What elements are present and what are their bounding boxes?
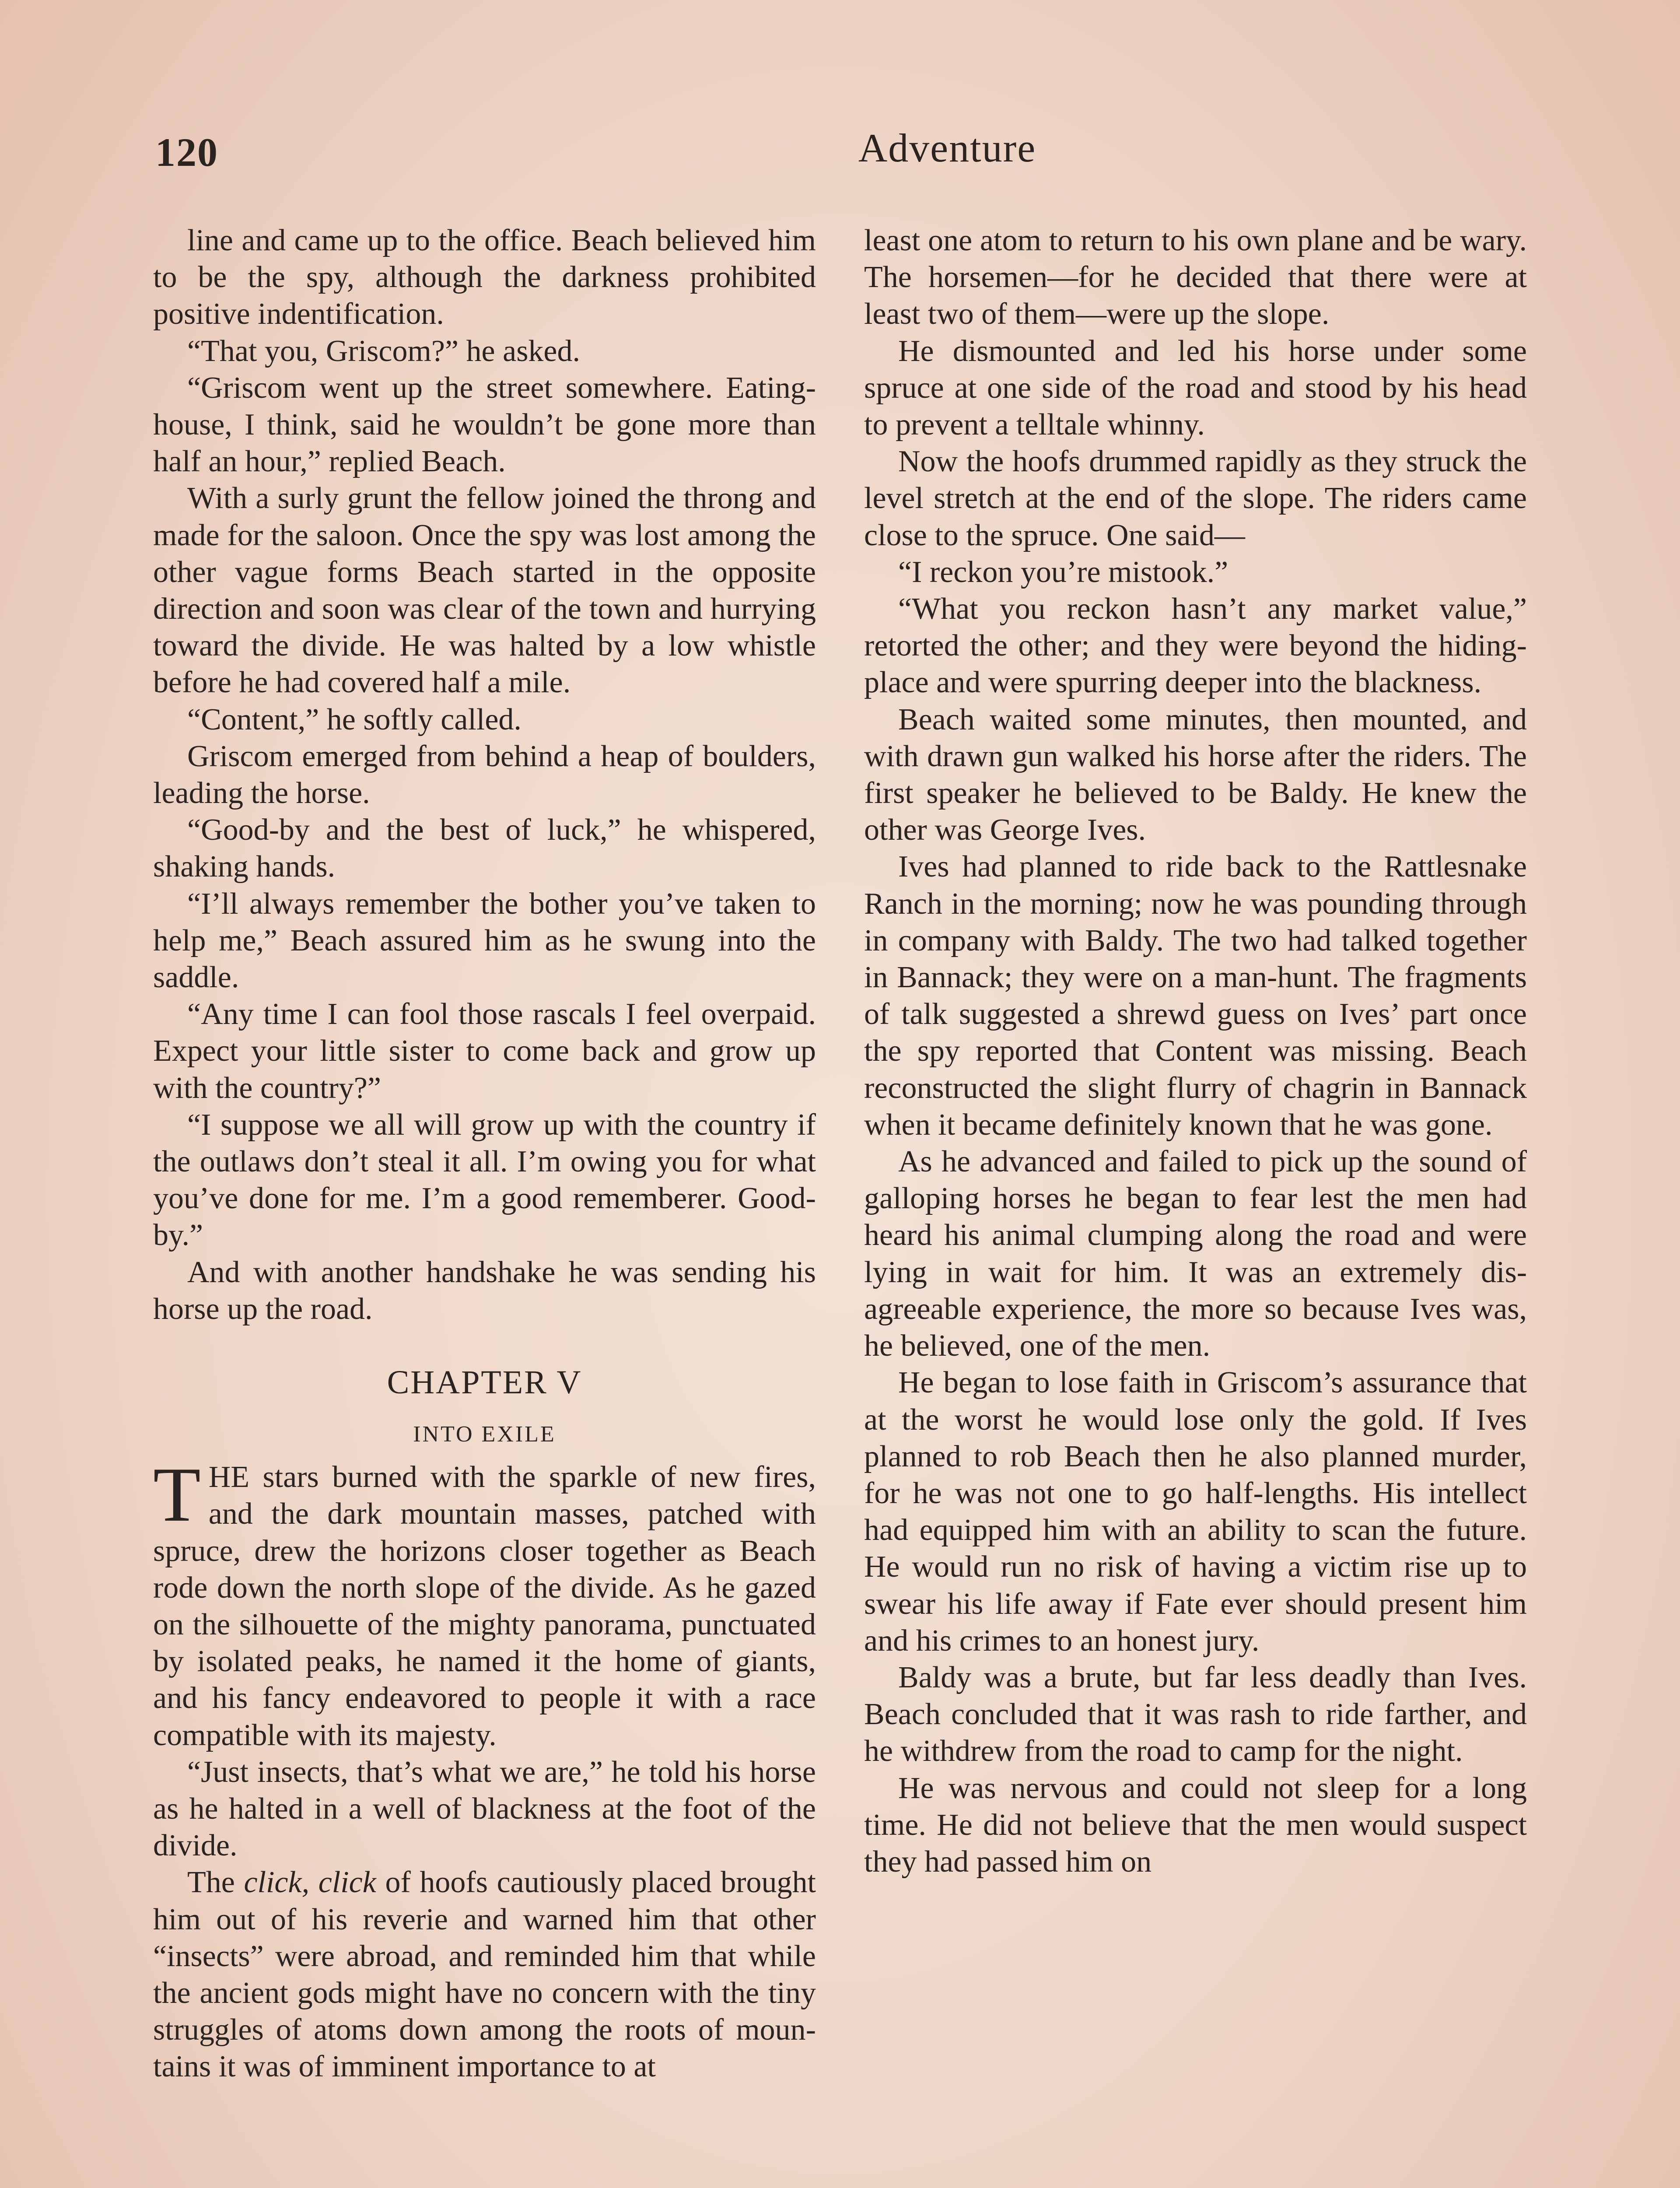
paragraph: “Any time I can fool those rascals I feel overpaid. Expect your little sister to come back and grow up with the country?” — [153, 997, 816, 1105]
paragraph: “I reckon you’re mistook.” — [898, 555, 1228, 589]
paragraph: He was nervous and could not sleep for a long time. He did not believe that the men would suspect they had passed him on — [864, 1771, 1527, 1879]
magazine-title: Adventure — [858, 126, 1036, 170]
paragraph: “That you, Griscom?” he asked. — [187, 334, 581, 368]
paragraph: With a surly grunt the fellow joined the throng and made for the saloon. Once the spy was lost among the other vague forms Beach started in the opposite direction and soon was clear of the town and hurrying toward the divide. He was halted by a low whistle before he had covered half a mile. — [153, 481, 816, 700]
paragraph: “Good-by and the best of luck,” he whispered, shaking hands. — [153, 813, 816, 884]
page-header — [155, 125, 1533, 190]
italic-phrase: click, click — [244, 1865, 376, 1900]
paragraph: Griscom emerged from behind a heap of boulders, leading the horse. — [153, 739, 816, 810]
paragraph: Beach waited some minutes, then mounted, and with drawn gun walked his horse after the riders. The first speaker he believed to be Baldy. He knew the other was George Ives. — [864, 702, 1527, 847]
paragraph: “I suppose we all will grow up with the country if the outlaws don’t steal it all. I’m owing you for what you’ve done for me. I’m a good rememberer. Good-by.” — [153, 1108, 816, 1252]
paragraph — [153, 1864, 816, 2085]
paragraph: “What you reckon hasn’t any market value,” retorted the other; and they were beyond the hiding-place and were spurring deeper into the blackness. — [864, 592, 1527, 700]
paragraph: “Content,” he softly called. — [187, 702, 522, 736]
chapter-heading: CHAPTER V — [387, 1364, 582, 1401]
paragraph-rest: of hoofs cautiously placed brought him out of his reverie and warned him that other “insects” were abroad, and reminded him that while the ancient gods might have no concern with the tiny struggles of atoms down among the roots of mountains it was of imminent importance to at — [153, 1865, 816, 2084]
paragraph: “I’ll always remember the bother you’ve taken to help me,” Beach assured him as he swung into the saddle. — [153, 887, 816, 995]
paragraph: “Griscom went up the street somewhere. Eating-house, I think, said he wouldn’t be gone more than half an hour,” replied Beach. — [153, 371, 816, 479]
paragraph: Now the hoofs drummed rapidly as they struck the level stretch at the end of the slope. The riders came close to the spruce. One said— — [864, 445, 1527, 552]
drop-cap: T — [153, 1451, 201, 1538]
chapter-opening-paragraph — [153, 1451, 816, 1754]
paragraph: He dismounted and led his horse under some spruce at one side of the road and stood by his head to prevent a telltale whinny. — [864, 334, 1527, 442]
page-number: 120 — [155, 130, 218, 175]
paragraph: Ives had planned to ride back to the Rattlesnake Ranch in the morning; now he was pounding through in company with Baldy. The two had talked together in Bannack; they were on a man-hunt. The fragments of talk suggested a shrewd guess on Ives’ part once the spy reported that Content was missing. Beach reconstructed the slight flurry of chagrin in Bannack when it became definitely known that he was gone. — [864, 850, 1527, 1142]
paragraph: And with another handshake he was sending his horse up the road. — [153, 1255, 816, 1326]
left-column — [153, 222, 816, 2086]
right-column — [864, 222, 1527, 1880]
paragraph-lead: The — [187, 1865, 244, 1900]
chapter-subtitle: INTO EXILE — [413, 1422, 556, 1447]
paragraph: Baldy was a brute, but far less deadly than Ives. Beach concluded that it was rash to ride farther, and he withdrew from the road to camp for the night. — [864, 1660, 1527, 1768]
opening-paragraph-text: HE stars burned with the sparkle of new fires, and the dark mountain masses, patched with spruce, drew the horizons closer together as Beach rode down the north slope of the divide. As he gazed on the silhouette of the mighty panorama, punctuated by isolated peaks, he named it the home of giants, and his fancy endeavored to people it with a race compatible with its majesty. — [153, 1460, 816, 1752]
paragraph: line and came up to the office. Beach believed him to be the spy, although the darkness prohibited positive indentification. — [153, 224, 816, 331]
paragraph: As he advanced and failed to pick up the sound of galloping horses he began to fear lest the men had heard his animal clumping along the road and were lying in wait for him. It was an extremely disagreeable experience, the more so because Ives was, he believed, one of the men. — [864, 1145, 1527, 1363]
continued-paragraph: least one atom to return to his own plane and be wary. The horsemen—for he decided that there were at least two of them—were up the slope. — [864, 224, 1527, 331]
paragraph: He began to lose faith in Griscom’s assurance that at the worst he would lose only the gold. If Ives planned to rob Beach then he also planned murder, for he was not one to go half-lengths. His intellect had equipped him with an ability to scan the future. He would run no risk of having a victim rise up to swear his life away if Fate ever should present him and his crimes to an honest jury. — [864, 1366, 1527, 1658]
paragraph: “Just insects, that’s what we are,” he told his horse as he halted in a well of blackness at the foot of the divide. — [153, 1755, 816, 1863]
